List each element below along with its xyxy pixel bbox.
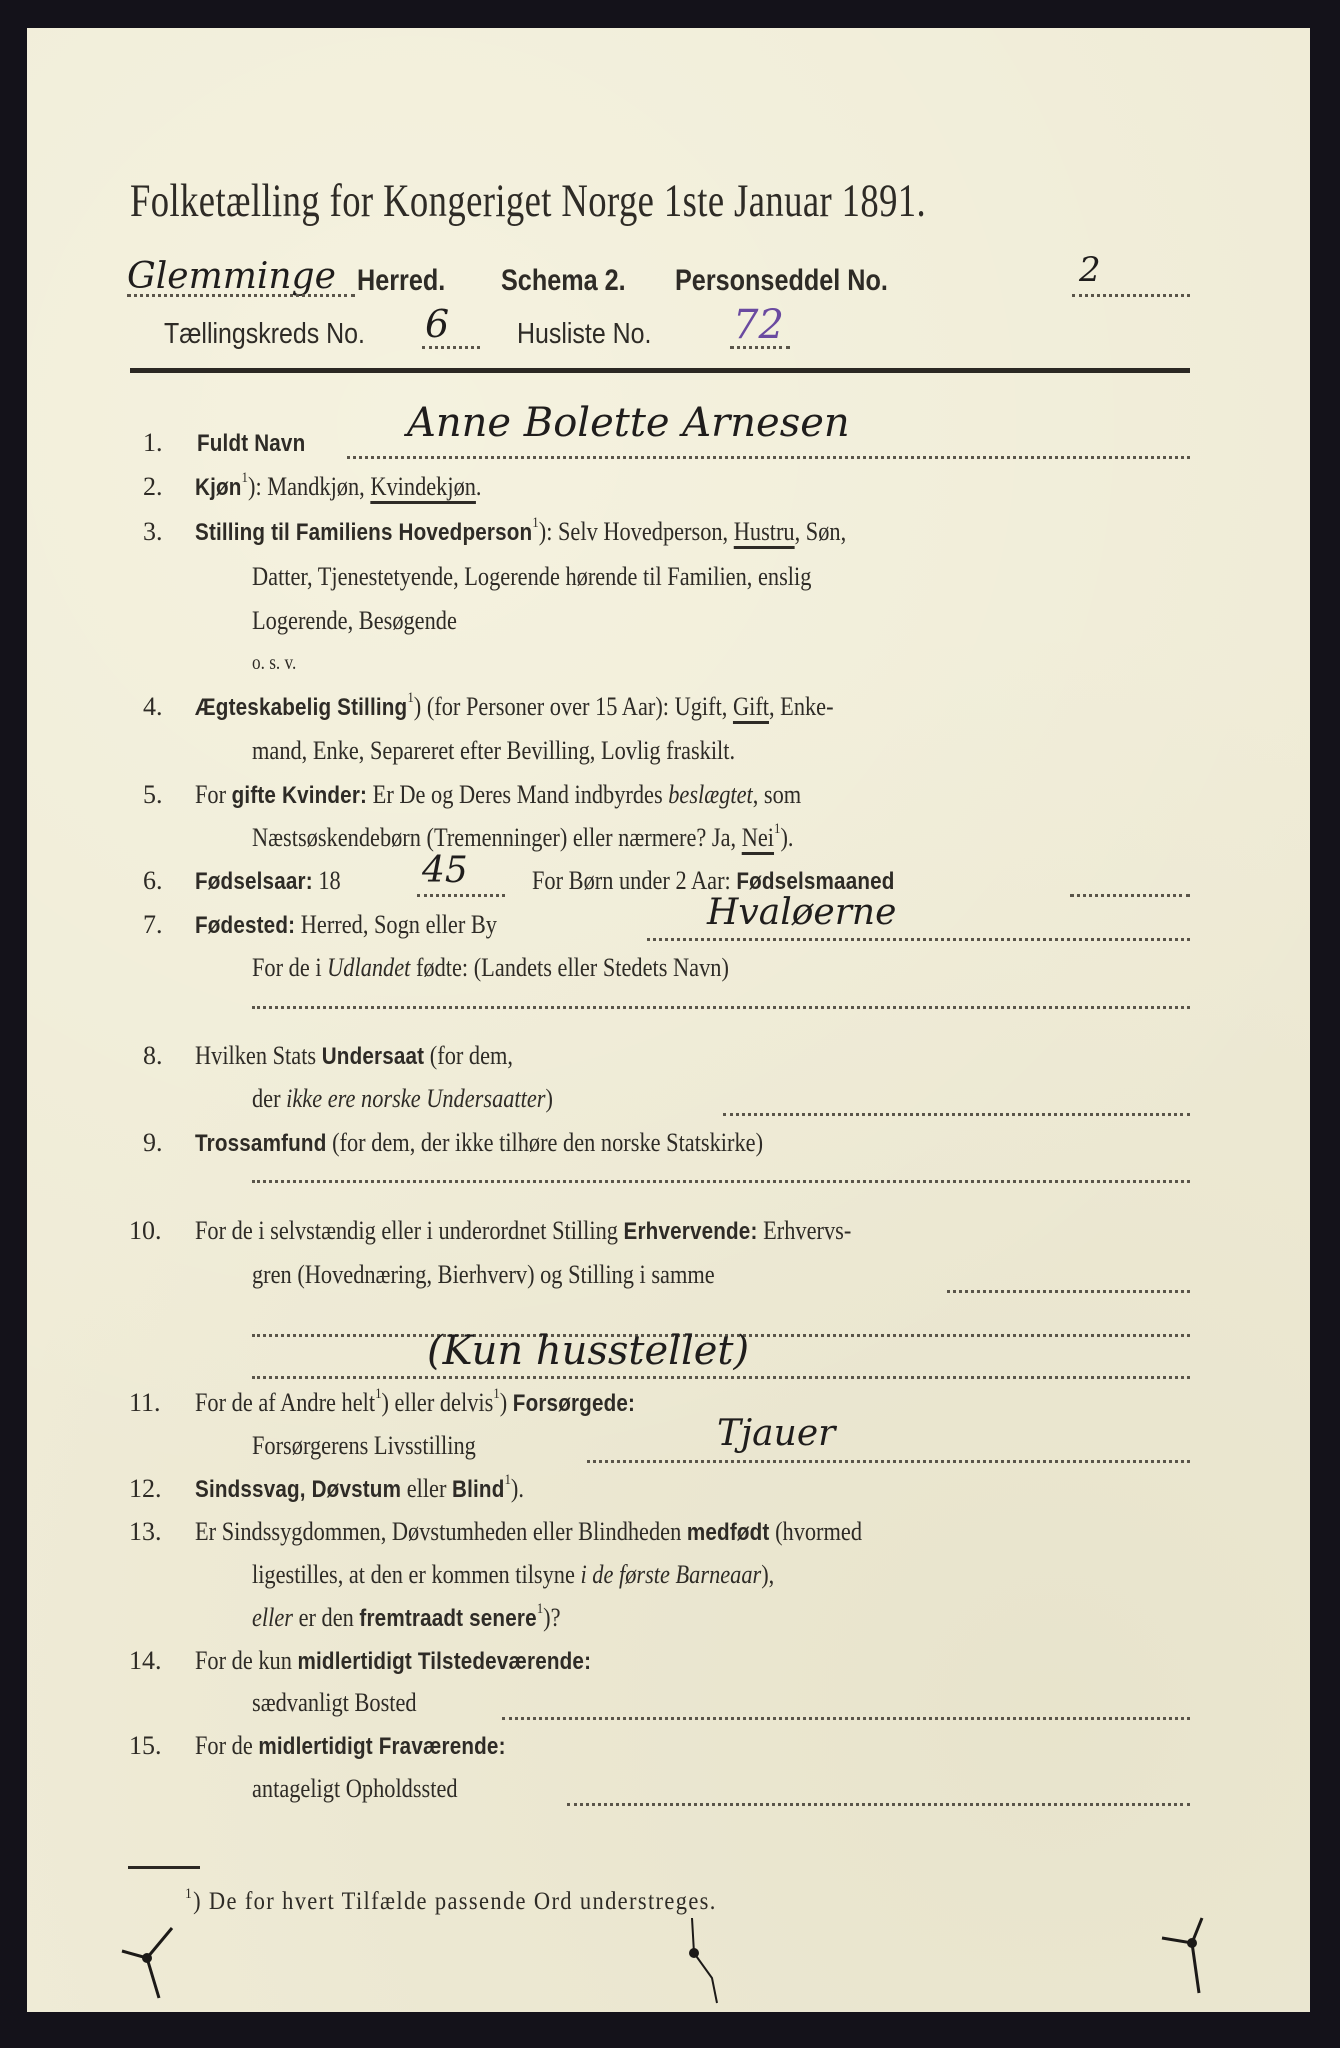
item-text: ): Mandkjøn,	[247, 472, 371, 501]
husliste-dotted-line	[730, 346, 790, 349]
item-text: ),	[761, 1560, 775, 1589]
occupation-dotted-line-1	[947, 1290, 1190, 1293]
item-label: Trossamfund	[195, 1130, 327, 1157]
item-text-italic: i de første Barneaar	[580, 1560, 762, 1589]
item-birthplace	[27, 892, 1310, 950]
item-label: midlertidigt Fraværende:	[258, 1733, 506, 1760]
footnote-ref: 1	[241, 470, 248, 486]
foreign-birthplace-dotted-line	[252, 1006, 1190, 1009]
item-label: gifte Kvinder:	[231, 782, 368, 809]
item-number: 13.	[129, 1517, 162, 1546]
footnote-ref: 1	[493, 1386, 500, 1402]
item-text: , Søn,	[794, 517, 847, 546]
item-label: Blind	[452, 1476, 505, 1503]
paper-tear-icon	[117, 1923, 187, 2013]
item-text: Datter, Tjenestetyende, Logerende hørende til Familien, enslig	[252, 562, 812, 591]
item-label: Ægteskabelig Stilling	[195, 694, 408, 721]
item-text: , Enke-	[768, 692, 834, 721]
item-label: Fødested:	[195, 912, 296, 939]
item-text: For de kun	[195, 1646, 298, 1675]
item-text: (for dem,	[424, 1041, 514, 1070]
item-text: For de	[195, 1731, 259, 1760]
full-name-dotted-line	[347, 456, 1190, 459]
item-text: Erhvervs-	[757, 1216, 852, 1245]
item-text: sædvanligt Bosted	[252, 1688, 417, 1717]
footnote-ref: 1	[774, 821, 781, 837]
item-text: For de af Andre helt	[195, 1388, 376, 1417]
item-text-italic: beslægtet	[668, 780, 753, 809]
item-birth-year	[27, 850, 1310, 906]
item-text: For Børn under 2 Aar:	[532, 866, 737, 895]
underlined-choice: Gift	[732, 692, 769, 721]
item-label: Fødselsmaaned	[736, 868, 895, 895]
footnote-rule	[128, 1866, 200, 1869]
birth-month-dotted-line	[1070, 894, 1190, 897]
item-text: fødte: (Landets eller Stedets Navn)	[410, 953, 729, 982]
underlined-choice: Kvindekjøn	[370, 472, 476, 501]
item-number: 14.	[129, 1646, 162, 1675]
item-text: antageligt Opholdssted	[252, 1774, 458, 1803]
underlined-choice: Nei	[741, 823, 775, 852]
item-text-italic: Udlandet	[327, 953, 411, 982]
item-text: eller	[401, 1474, 453, 1503]
header-rule	[130, 368, 1190, 373]
citizenship-dotted-line	[723, 1113, 1190, 1116]
item-text: For de i selvstændig eller i underordnet Stilling	[195, 1216, 624, 1245]
occupation-dotted-line-3	[252, 1376, 1190, 1379]
item-label: fremtraadt senere	[359, 1605, 537, 1632]
item-label: Fødselsaar:	[195, 868, 313, 895]
paper-tear-icon	[1157, 1913, 1217, 2013]
item-text: ) eller delvis	[381, 1388, 494, 1417]
item-number: 7.	[143, 910, 163, 939]
item-full-name	[27, 400, 1310, 468]
usual-residence-dotted-line	[502, 1717, 1190, 1720]
item-number: 2.	[143, 472, 163, 501]
item-number: 1.	[143, 428, 163, 457]
item-label: Undersaat	[321, 1043, 425, 1070]
item-text: ).	[510, 1474, 524, 1503]
personseddel-label: Personseddel No.	[675, 264, 888, 297]
item-text: ) (for Personer over 15 Aar): Ugift,	[413, 692, 733, 721]
item-number: 15.	[129, 1731, 162, 1760]
item-text: ): Selv Hovedperson,	[538, 517, 734, 546]
item-text: Forsørgerens Livsstilling	[252, 1431, 476, 1460]
item-text: der	[252, 1084, 287, 1113]
item-text: gren (Hovednæring, Bierhverv) og Stilling i samme	[252, 1260, 715, 1289]
paper-tear-icon	[672, 1908, 732, 2008]
personseddel-value: 2	[1079, 250, 1101, 290]
item-text: ).	[780, 823, 794, 852]
item-number: 12.	[129, 1474, 162, 1503]
item-label: medfødt	[686, 1519, 770, 1546]
footnote-ref: 1	[375, 1386, 382, 1402]
occupation-value: (Kun husstellet)	[427, 1328, 750, 1374]
item-label: Erhvervende:	[623, 1218, 758, 1245]
footnote	[185, 1888, 717, 1916]
item-number: 11.	[129, 1388, 161, 1417]
footnote-ref: 1	[504, 1472, 511, 1488]
item-number: 10.	[129, 1216, 162, 1245]
item-number: 3.	[143, 517, 163, 546]
item-text: (hvormed	[769, 1517, 863, 1546]
item-label: Forsørgede:	[512, 1390, 636, 1417]
item-number: 9.	[143, 1128, 163, 1157]
item-text-italic: ikke ere norske Undersaatter	[286, 1084, 546, 1113]
taellingskreds-value: 6	[425, 302, 450, 346]
item-text: .	[475, 472, 482, 501]
underlined-choice: Hustru	[733, 517, 795, 546]
item-text: Næstsøskendebørn (Tremenninger) eller nærmere? Ja,	[252, 823, 742, 852]
form-title: Folketælling for Kongeriget Norge 1ste Januar 1891.	[130, 175, 927, 227]
item-text: Er De og Deres Mand indbyrdes	[367, 780, 669, 809]
footnote-ref: 1	[407, 690, 414, 706]
herred-dotted-line	[127, 294, 355, 297]
item-label: Kjøn	[195, 474, 242, 501]
herred-value: Glemminge	[127, 256, 336, 297]
footnote-mark: 1	[185, 1886, 194, 1902]
item-text: For	[195, 780, 232, 809]
footnote-ref: 1	[532, 515, 539, 531]
item-number: 4.	[143, 692, 163, 721]
year-prefix: 18	[318, 866, 341, 895]
birth-year-value: 45	[422, 850, 468, 891]
husliste-label: Husliste No.	[517, 318, 652, 350]
census-form-page	[27, 28, 1310, 2012]
birth-year-dotted-line	[417, 894, 505, 897]
item-text: o. s. v.	[252, 652, 297, 674]
item-text: Herred, Sogn eller By	[295, 910, 497, 939]
item-label: Sindssvag, Døvstum	[195, 1476, 402, 1503]
item-text: For de i	[252, 953, 328, 982]
herred-label: Herred.	[357, 264, 446, 297]
item-text: Logerende, Besøgende	[252, 606, 457, 635]
personseddel-dotted-line	[1072, 294, 1190, 297]
item-text: ligestilles, at den er kommen tilsyne	[252, 1560, 581, 1589]
item-text: , som	[752, 780, 802, 809]
item-text: er den	[292, 1603, 360, 1632]
birthplace-value: Hvaløerne	[707, 892, 897, 933]
item-label: Stilling til Familiens Hovedperson	[195, 519, 533, 546]
item-text: )?	[543, 1603, 561, 1632]
taellingskreds-label: Tællingskreds No.	[164, 318, 365, 350]
item-text: mand, Enke, Separeret efter Bevilling, Lovlig fraskilt.	[252, 736, 736, 765]
birthplace-dotted-line	[647, 938, 1190, 941]
taellingskreds-dotted-line	[422, 346, 480, 349]
item-text: )	[499, 1388, 513, 1417]
supporter-occupation-value: Tjauer	[717, 1413, 836, 1454]
item-text: Er Sindssygdommen, Døvstumheden eller Blindheden	[195, 1517, 687, 1546]
footnote-ref: 1	[536, 1601, 544, 1617]
schema-label: Schema 2.	[501, 264, 626, 297]
husliste-value: 72	[733, 302, 784, 348]
item-number: 6.	[143, 866, 163, 895]
item-text: (for dem, der ikke tilhøre den norske Statskirke)	[326, 1128, 764, 1157]
religion-dotted-line	[252, 1180, 1190, 1183]
full-name-value: Anne Bolette Arnesen	[407, 400, 850, 446]
item-text: Hvilken Stats	[195, 1041, 322, 1070]
footnote-text: ) De for hvert Tilfælde passende Ord understreges.	[193, 1888, 717, 1915]
item-label: Fuldt Navn	[197, 430, 306, 457]
item-text: )	[545, 1084, 553, 1113]
item-label: midlertidigt Tilstedeværende:	[297, 1648, 592, 1675]
presumed-residence-dotted-line	[567, 1803, 1190, 1806]
supporter-dotted-line	[587, 1460, 1190, 1463]
item-text-italic: eller	[252, 1603, 293, 1632]
item-number: 5.	[143, 780, 163, 809]
item-number: 8.	[143, 1041, 163, 1070]
